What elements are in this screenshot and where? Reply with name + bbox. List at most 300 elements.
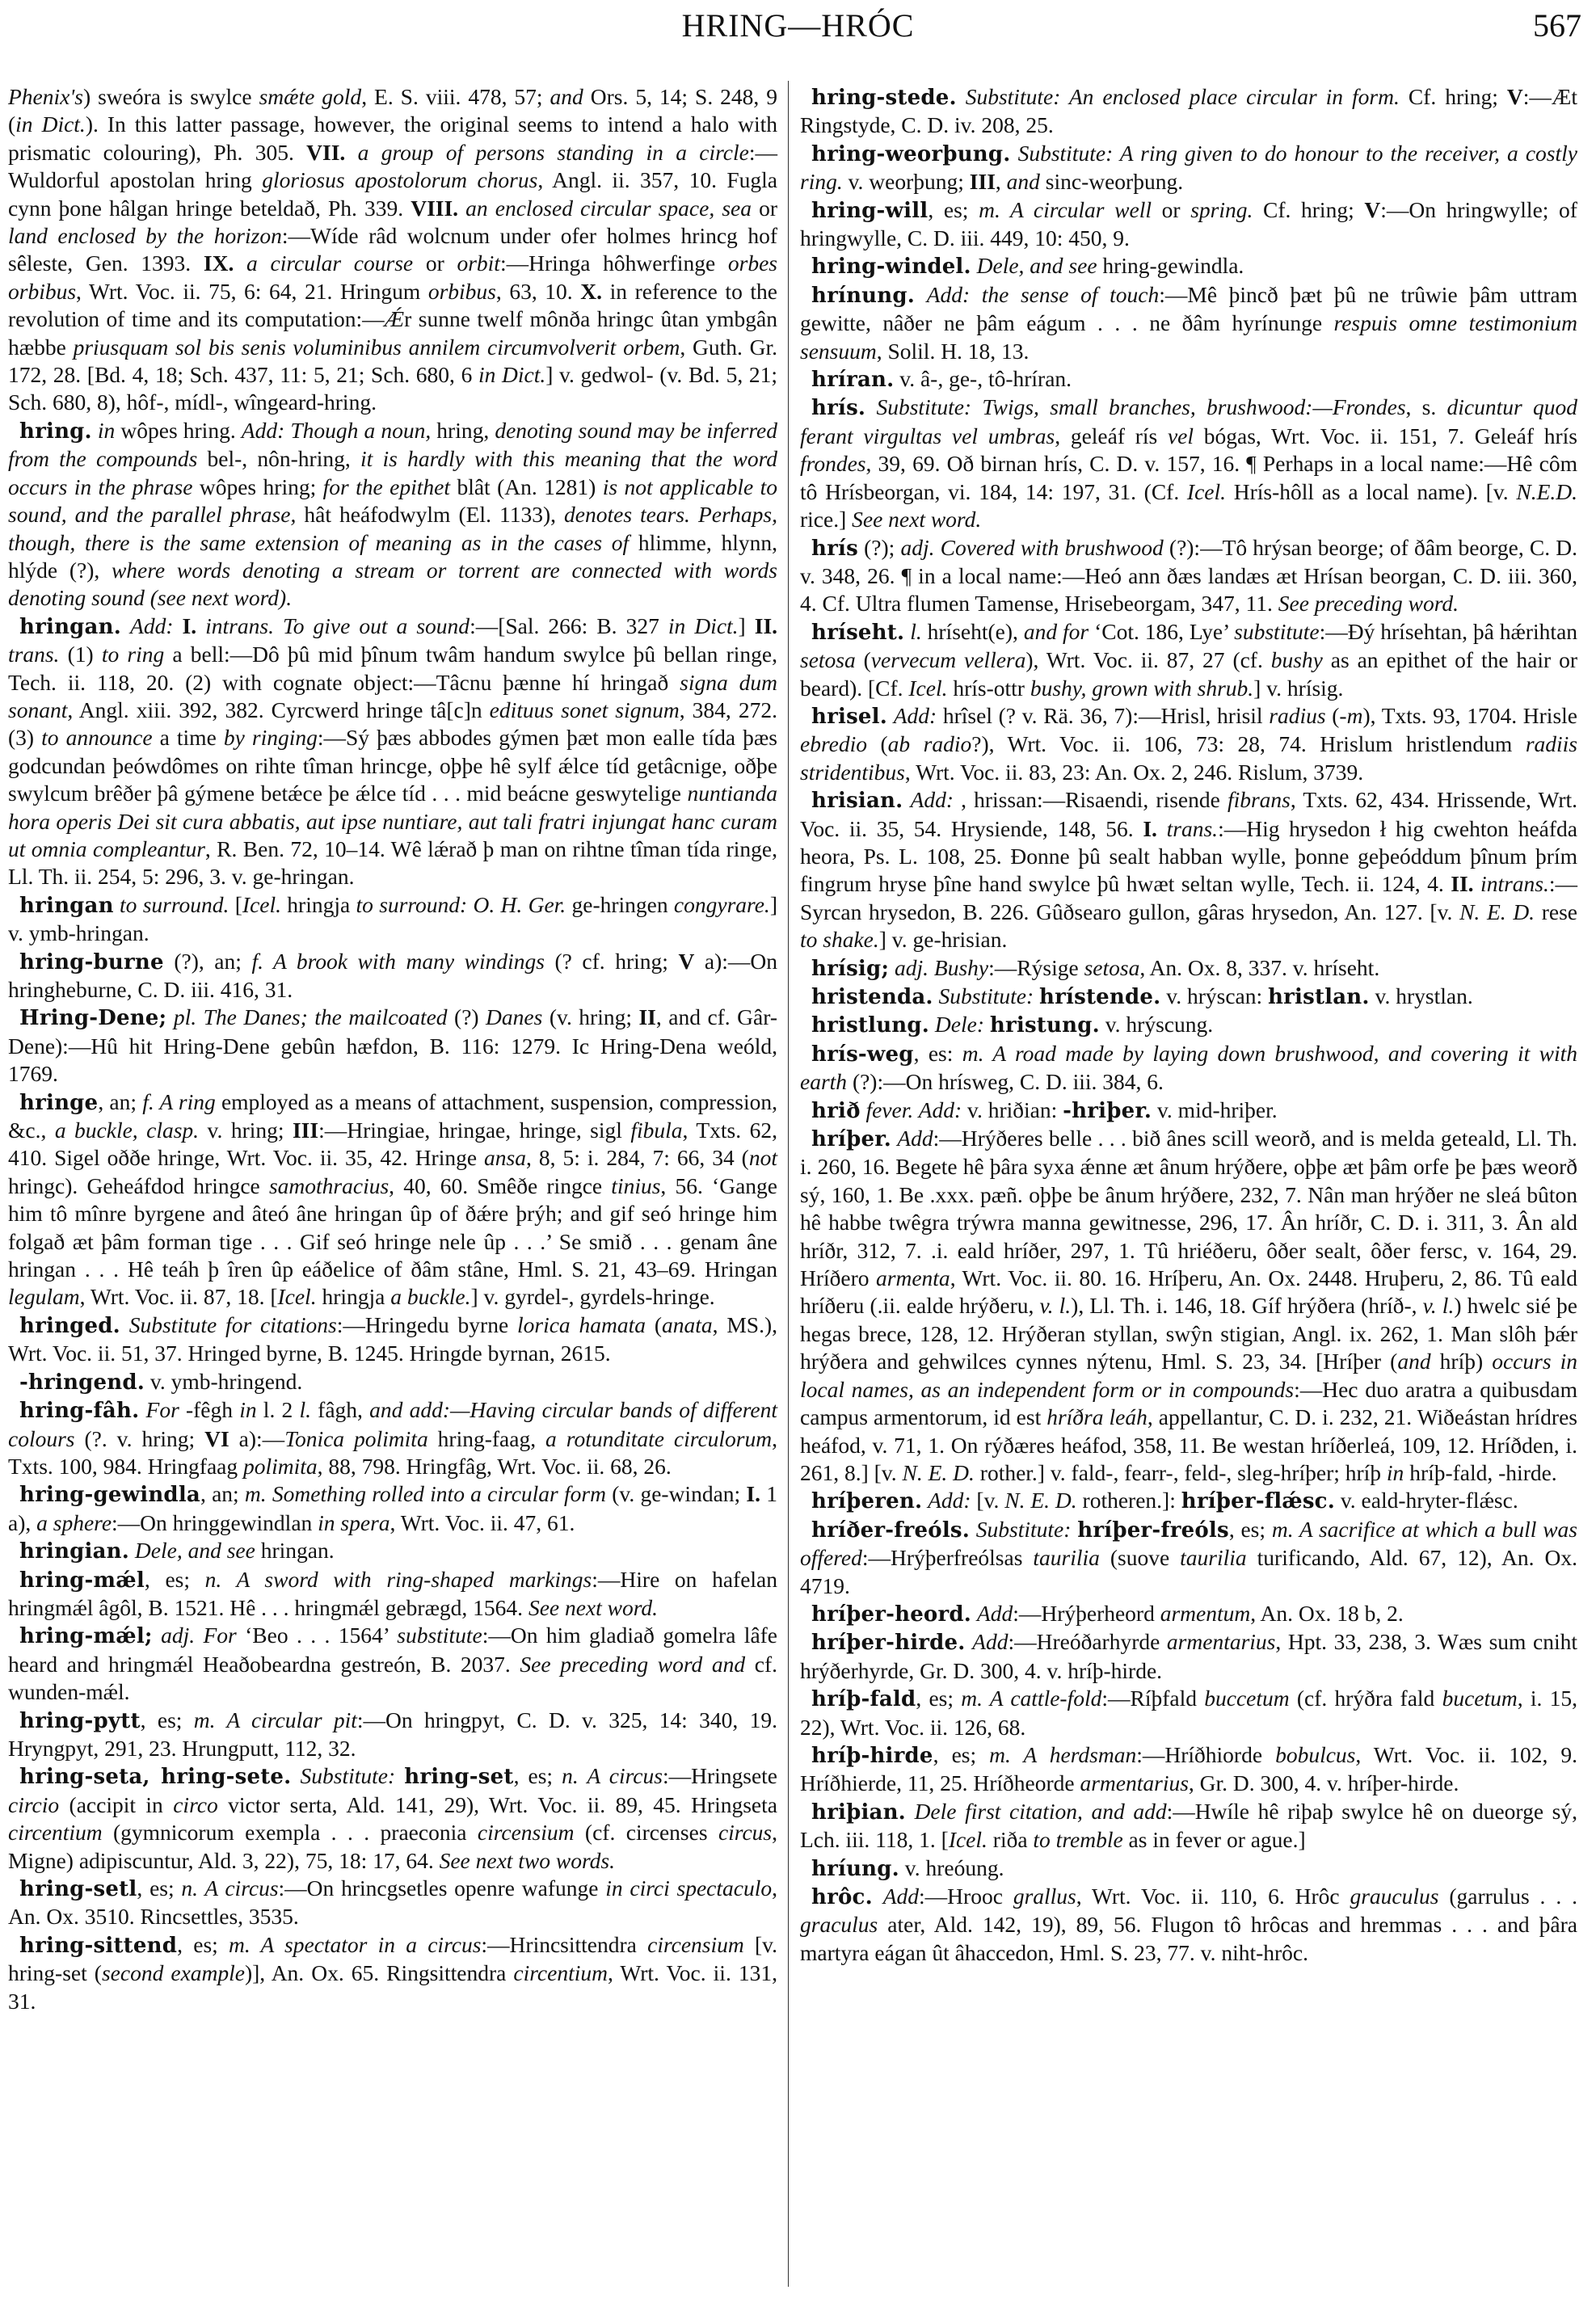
italic-text: signa dum sonant — [8, 669, 778, 722]
body-text — [114, 892, 120, 917]
body-text — [873, 1884, 883, 1909]
body-text: (accipit in — [59, 1791, 174, 1817]
dictionary-entry — [800, 983, 1577, 1011]
body-text: , es; — [1228, 1516, 1272, 1542]
italic-text: bobulcus — [1275, 1741, 1356, 1767]
italic-text: Icel. — [277, 1284, 317, 1310]
italic-text: N.E.D. — [1516, 478, 1577, 504]
dictionary-entry — [800, 394, 1577, 533]
roman-numeral: I. — [746, 1481, 760, 1507]
body-text — [984, 1012, 990, 1037]
body-text: , appellantur, C. D. i. 232, 21. Wiðeástan hrídres heáfod, v. 71, 1. On rýðæres heáfod, 358, 11. Be westan hríðerleá, 109, 12. Hríðden, i. 261, 8.] [v. — [800, 1404, 1577, 1485]
body-text: cf. wunden-mǽl. — [8, 1651, 777, 1705]
roman-numeral: I. — [1143, 815, 1157, 841]
italic-text: circensium — [647, 1931, 744, 1957]
body-text: , geleáf rís — [1055, 423, 1168, 448]
body-text — [915, 282, 927, 307]
body-text: , An. Ox. 3510. Rincsettles, 3535. — [8, 1875, 777, 1930]
dictionary-entry — [8, 1004, 777, 1088]
italic-text: a rotunditate circulorum — [545, 1425, 773, 1451]
italic-text: a buckle, clasp. — [54, 1118, 200, 1143]
left-column — [8, 83, 777, 2015]
italic-text: taurilia — [1180, 1545, 1247, 1571]
body-text: (?), an; — [163, 948, 252, 974]
body-text: wôpes hring. — [115, 417, 242, 443]
body-text: :—Syrcan hrysedon, B. 226. Gûðsearo gullon, gâras hrysedon, An. 127. [v. — [800, 871, 1578, 924]
dictionary-entry — [800, 1125, 1577, 1487]
italic-text: Substitute: — [938, 983, 1034, 1008]
body-text: , Wrt. Voc. ii. 75, 6: 64, 21. Hringum — [76, 278, 428, 304]
italic-text: Substitute for citations — [128, 1311, 337, 1337]
body-text: ( — [866, 731, 888, 757]
italic-text: it is hardly with this meaning that the word occurs in the phrase — [8, 446, 777, 499]
body-text: :—Hec duo aratra a quibusdam campus armentorum, id est — [800, 1376, 1577, 1430]
body-text: , es; — [513, 1763, 562, 1789]
body-text — [861, 1097, 866, 1122]
body-text: or — [413, 250, 457, 276]
body-text: , es; — [933, 1741, 990, 1767]
italic-text: v. l. — [1422, 1293, 1455, 1319]
body-text: blât (An. 1281) — [450, 474, 603, 499]
dictionary-entry — [800, 83, 1577, 140]
italic-text: Icel. — [948, 1827, 987, 1853]
italic-text: n. A circus — [562, 1763, 663, 1789]
italic-text: armentum — [1160, 1600, 1251, 1626]
headword: hrístende. — [1039, 985, 1161, 1009]
italic-text: an enclosed circular space, sea — [458, 195, 752, 221]
dictionary-entry — [800, 365, 1577, 394]
running-title: HRING—HRÓC — [681, 7, 915, 44]
body-text: , es; — [916, 1686, 962, 1711]
body-text: , Wrt. Voc. ii. 110, 6. Hrôc — [1076, 1884, 1350, 1909]
body-text: :—On him gladiað gomelra lâfe heard and hringmǽl Heaðobeardna gestreón, B. 2037. — [8, 1623, 778, 1677]
body-text: (v. hring; — [542, 1004, 639, 1030]
body-text: , Wrt. Voc. ii. 102, 9. Hríðhierde, 11, 25. Hríðheorde — [800, 1741, 1577, 1796]
body-text: [v. — [971, 1488, 1005, 1513]
body-text: Cf. hring; — [1399, 84, 1507, 109]
italic-text: for the epithet — [322, 474, 451, 499]
body-text: hringc). Geheáfdod hringce — [8, 1172, 269, 1198]
italic-text: l. — [910, 618, 922, 644]
italic-text: in circi spectaculo — [605, 1875, 773, 1901]
body-text: [ — [229, 891, 242, 917]
italic-text: n. A sword with ring-shaped markings — [204, 1566, 592, 1592]
body-text: ) hwelc sié þe hegas brece, 128, 12. Hrýðeran styllan, swŷn stigian, Angl. ix. 262, 1. Man slôh þǽr hrýðera and gehwilces cynnes nýtenu, Hml. S. 23, 34. [Hríþer ( — [800, 1293, 1578, 1374]
body-text: v. ymb-hringend. — [145, 1368, 303, 1394]
body-text: v. hrýscan: — [1160, 983, 1269, 1008]
italic-text: N. E. D. — [1459, 899, 1535, 924]
italic-text: See next word. — [852, 507, 982, 532]
body-text — [129, 1538, 135, 1563]
body-text: , 384, 272. (3) — [8, 697, 777, 751]
italic-text: adj. For — [161, 1623, 237, 1648]
body-text — [970, 1517, 976, 1542]
body-text: rice.] — [800, 507, 853, 532]
body-text: hríþ) — [1430, 1349, 1493, 1374]
body-text: :—Ríþfald — [1101, 1686, 1205, 1711]
body-text — [291, 1763, 300, 1788]
italic-text: dicuntur quod ferant virgultas vel umbras — [800, 394, 1578, 448]
italic-text: See preceding word. — [1278, 591, 1459, 617]
body-text: bógas, Wrt. Voc. ii. 151, 7. Geleáf hrís — [1194, 423, 1577, 448]
body-text: ge-hringen — [566, 891, 674, 917]
body-text: hríseht(e), — [921, 618, 1024, 644]
body-text: v. weorþung; — [842, 169, 970, 195]
body-text: ] v. gedwol- (v. Bd. 5, 21; Sch. 680, 8), hôf-, mídl-, wîngeard-hring. — [8, 362, 777, 415]
page-header — [0, 0, 1596, 65]
body-text — [173, 613, 182, 638]
headword: hríseht. — [811, 620, 905, 645]
italic-text: circio — [8, 1791, 60, 1817]
roman-numeral: IX. — [203, 250, 234, 276]
body-text: , Wrt. Voc. ii. 80. 16. Hríþeru, An. Ox. 2448. Hruþeru, 2, 86. Tû eald hríðeru (.ii. ealde hrýðeru, — [800, 1265, 1577, 1319]
body-text: :—Hig hrysedon ł hig cwehton heáfda heora, Ps. L. 108, 25. Ðonne þû sealt habban wylle, þonne geþeóddum þînum þrím fingrum hryse þîne hand swylce þû hwæt seltan wylle, Tech. ii. 124, 4. — [800, 815, 1577, 897]
body-text: a):— — [229, 1425, 285, 1451]
dictionary-entry — [800, 1516, 1577, 1600]
body-text — [887, 703, 894, 728]
headword: hring-pytt — [19, 1708, 141, 1733]
headword: hringed. — [19, 1313, 120, 1338]
italic-text: hríðra leáh — [1046, 1404, 1148, 1430]
body-text: , i. 15, 22), Wrt. Voc. ii. 126, 68. — [800, 1686, 1578, 1740]
body-text: a time — [152, 725, 224, 751]
body-text: v. hrystlan. — [1369, 983, 1473, 1008]
italic-text: Ǽ — [384, 306, 405, 332]
body-text — [139, 1397, 145, 1422]
italic-text: circentium — [8, 1820, 103, 1846]
dictionary-entry — [800, 196, 1577, 253]
body-text: , Wrt. Voc. ii. 131, 31. — [8, 1960, 777, 2014]
italic-text: Substitute: Twigs, small branches, brushwood:—Frondes — [876, 394, 1406, 420]
italic-text: m. Something rolled into a circular form — [244, 1481, 606, 1507]
body-text: (- — [1325, 702, 1347, 728]
body-text: , es; — [144, 1566, 205, 1592]
dictionary-entry — [8, 83, 777, 417]
italic-text: in — [1386, 1459, 1404, 1485]
italic-text: edituus sonet signum — [489, 697, 680, 722]
body-text: :—Ðý hrísehtan, þâ hǽrihtan — [1319, 618, 1578, 644]
italic-text: m. A spectator in a circus — [229, 1931, 482, 1957]
body-text: , Angl. ii. 357, 10. Fugla cynn þone hâlgan hringe beteldað, Ph. 339. — [8, 167, 778, 221]
italic-text: Icel. — [1186, 478, 1226, 504]
italic-text: N. E. D. — [1004, 1488, 1077, 1513]
body-text: (garrulus . . . — [1438, 1884, 1577, 1909]
body-text: :—On hringpyt, C. D. v. 325, 14: 340, 19. Hryngpyt, 291, 23. Hrungputt, 112, 32. — [8, 1707, 777, 1761]
body-text: ater, Ald. 142, 19), 89, 56. Flugon tô hrôcas and hremmas . . . and þâra martyra eágan ût âhaccedon, Hml. S. 23, 77. v. niht-hrôc. — [800, 1912, 1577, 1965]
italic-text: second example — [101, 1960, 245, 1986]
body-text: as in fever or ague.] — [1122, 1827, 1306, 1853]
headword: hrið — [811, 1098, 861, 1123]
italic-text: circus — [718, 1820, 773, 1846]
body-text — [120, 1312, 129, 1337]
body-text: , Txts. 62, 410. Sigel oððe hringe, Wrt. Voc. ii. 35, 42. Hringe — [8, 1118, 777, 1171]
body-text: , s. — [1405, 394, 1447, 420]
dictionary-entry — [800, 1600, 1577, 1628]
body-text: , Migne) adipiscuntur, Ald. 3, 22), 75, 18: 17, 64. — [8, 1820, 778, 1873]
italic-text: in Dict. — [15, 112, 86, 137]
headword: hríþ-fald — [811, 1687, 916, 1712]
dictionary-entry — [800, 140, 1577, 196]
dictionary-entry — [800, 1040, 1577, 1097]
body-text: as an epithet of the hair or beard). [Cf. — [800, 647, 1577, 701]
italic-text: v. l. — [1039, 1293, 1072, 1319]
italic-text: a circular course — [234, 250, 414, 276]
italic-text: vervecum vellera — [870, 647, 1026, 673]
italic-text: to tremble — [1033, 1827, 1123, 1853]
body-text: (?):—Tô hrýsan beorge; of ðâm beorge, C. D. v. 348, 26. ¶ in a local name:—Heó ann ðæs landæs æt Hrísan beorgan, C. D. iii. 360, 4. Cf. Ultra flumen Tamense, Hrisebeorgam, 347, 11. — [800, 534, 1577, 617]
body-text: in reference to the revolution of time and its computation:— — [8, 278, 778, 332]
body-text: )], An. Ox. 65. Ringsittendra — [244, 1960, 514, 1986]
body-text: a bell:—Dô þû mid þînum twâm handum swylce þû bellan ringe, Tech. ii. 118, 20. (2) with cognate object:—Tâcnu þænne hí hringað — [8, 642, 777, 695]
headword: hring-sittend — [19, 1933, 178, 1958]
body-text: ( — [646, 1311, 662, 1337]
italic-text: to surround: O. H. Ger. — [356, 891, 566, 917]
italic-text: adj. Covered with brushwood — [900, 534, 1164, 560]
body-text: rotheren.]: — [1076, 1488, 1181, 1513]
body-text: , an; — [98, 1088, 143, 1114]
body-text: ), Txts. 93, 1704. Hrisle — [1362, 702, 1577, 728]
italic-text: tinius — [611, 1172, 661, 1198]
italic-text: circo — [173, 1791, 218, 1817]
body-text: v. eald-hryter-flǽsc. — [1334, 1488, 1518, 1513]
italic-text: and add:—Having circular bands of different colours — [8, 1397, 777, 1451]
italic-text: Substitute: An enclosed place circular in form. — [965, 84, 1400, 109]
dictionary-entry — [800, 1011, 1577, 1039]
italic-text: to shake. — [800, 927, 879, 953]
headword: hrís-weg — [811, 1042, 914, 1067]
italic-text: a sphere — [36, 1509, 112, 1535]
italic-text: Substitute: — [300, 1763, 396, 1789]
italic-text: radiis stridentibus — [800, 731, 1577, 785]
italic-text: respuis omne testimonium sensuum — [800, 310, 1578, 364]
body-text: or — [751, 195, 777, 221]
body-text: v. hrýscung. — [1099, 1012, 1214, 1038]
body-text: , hrissan:—Risaendi, risende — [954, 787, 1228, 813]
headword: hristlung. — [811, 1013, 930, 1038]
dictionary-entry — [800, 786, 1577, 953]
roman-numeral: III — [969, 169, 996, 195]
body-text: , E. S. viii. 478, 57; — [361, 84, 550, 109]
italic-text: radius — [1269, 702, 1326, 728]
italic-text: trans. — [8, 642, 60, 667]
body-text: (suove — [1099, 1545, 1181, 1571]
body-text: , es; — [177, 1931, 230, 1957]
italic-text: Add: Though a noun, — [241, 417, 432, 443]
body-text: hrís-ottr — [947, 675, 1030, 701]
body-text: or — [1151, 196, 1191, 222]
italic-text: N. E. D. — [902, 1459, 975, 1485]
italic-text: m. A cattle-fold — [961, 1686, 1102, 1711]
body-text — [395, 1763, 404, 1788]
headword: hristung. — [989, 1013, 1100, 1038]
body-text: (1) — [59, 642, 102, 667]
dictionary-entry — [8, 1875, 777, 1931]
roman-numeral: I. — [182, 612, 197, 638]
italic-text: grauculus — [1350, 1884, 1439, 1909]
italic-text: orbibus — [427, 278, 496, 304]
headword: hring-mǽl; — [19, 1624, 153, 1649]
italic-text: Substitute: A ring given to do honour to the receiver, a costly ring. — [800, 140, 1577, 195]
italic-text: a buckle. — [390, 1284, 471, 1310]
body-text — [971, 253, 977, 278]
body-text: , Txts. 62, 434. Hrissende, Wrt. Voc. ii. 35, 54. Hrysiende, 148, 56. — [800, 787, 1577, 841]
body-text: ‘Cot. 186, Lye’ — [1089, 618, 1235, 644]
italic-text: denoting sound may be inferred from the compounds — [8, 417, 777, 472]
body-text: hring-faag, — [427, 1425, 546, 1451]
italic-text: anata — [661, 1311, 713, 1337]
headword: hrisian. — [811, 789, 903, 814]
italic-text: m — [1346, 702, 1363, 728]
headword: hrôc. — [811, 1885, 873, 1909]
italic-text: Dele, and see — [134, 1538, 255, 1564]
body-text: :—Hringedu byrne — [336, 1311, 517, 1337]
body-text — [903, 787, 910, 812]
body-text: :—Hringsete — [662, 1763, 777, 1789]
dictionary-entry — [8, 1368, 777, 1396]
body-text: ‘Beo . . . 1564’ — [236, 1623, 398, 1648]
dictionary-entry — [8, 1311, 777, 1368]
italic-text: taurilia — [1033, 1545, 1100, 1571]
body-text: v. mid-hriþer. — [1152, 1097, 1278, 1122]
headword: hríðer-freóls. — [811, 1518, 970, 1543]
italic-text: circentium — [513, 1960, 608, 1986]
body-text: , Solil. H. 18, 13. — [876, 338, 1030, 364]
body-text: :—Hringiae, hringae, hringe, sigl — [318, 1118, 631, 1143]
dictionary-entry — [800, 1628, 1577, 1685]
italic-text: armentarius — [1166, 1629, 1276, 1655]
headword: hringian. — [19, 1539, 130, 1564]
body-text — [153, 1623, 161, 1648]
body-text: hringja — [316, 1284, 391, 1310]
headword: hring-windel. — [811, 255, 971, 280]
dictionary-entry — [800, 534, 1577, 618]
body-text: victor serta, Ald. 141, 29), Wrt. Voc. ii. 89, 45. Hringseta — [217, 1791, 777, 1817]
body-text: , 39, 69. Oð birnan hrís, C. D. v. 157, 16. ¶ Perhaps in a local name:—Hê côm tô Hrísbeorgan, vi. 184, 14: 197, 31. (Cf. — [800, 451, 1577, 504]
body-text: , Gr. D. 300, 4. v. hríþer-hirde. — [1188, 1770, 1459, 1796]
headword: -hriþer. — [1063, 1098, 1152, 1123]
italic-text: Substitute: — [975, 1516, 1072, 1542]
italic-text: and — [1397, 1349, 1431, 1374]
roman-numeral: VI — [204, 1425, 230, 1451]
body-text: :—Hreóðarhyrde — [1008, 1629, 1167, 1655]
italic-text: setosa — [1084, 954, 1140, 980]
italic-text: Icel. — [908, 675, 948, 701]
body-text: :—Hrýþerheord — [1013, 1600, 1160, 1626]
italic-text: Add — [882, 1884, 920, 1909]
italic-text: smǽte gold — [259, 84, 362, 109]
body-text: hringan. — [255, 1538, 335, 1564]
italic-text: bushy — [1270, 647, 1323, 673]
roman-numeral: II. — [1451, 871, 1474, 897]
body-text: , 88, 798. Hringfâg, Wrt. Voc. ii. 68, 26. — [317, 1453, 672, 1479]
body-text: r sunne twelf mônða hringc ûtan ymbgân hæbbe — [8, 306, 777, 360]
body-text: ), Ll. Th. i. 146, 18. Gíf hrýðera (hríð-, — [1071, 1293, 1423, 1319]
body-text: :—On hrincgsetles openre wafunge — [278, 1875, 606, 1901]
body-text: riða — [987, 1827, 1034, 1853]
body-text: :—Mê þincð þæt þû ne trûwie þâm uttram gewitte, nâðer ne þâm eágum . . . ne ðâm hyrínunge — [800, 281, 1578, 336]
body-text: (?):—On hrísweg, C. D. iii. 384, 6. — [847, 1069, 1164, 1095]
body-text: hrîsel (? v. Rä. 36, 7):—Hrisl, hrisil — [937, 702, 1270, 728]
italic-text: See preceding word and — [520, 1651, 746, 1677]
body-text: :—Hringa hôhwerfinge — [499, 250, 728, 276]
headword: hring-mǽl — [19, 1568, 145, 1593]
italic-text: adj. Bushy — [895, 954, 989, 980]
italic-text: land enclosed by the horizon — [8, 223, 282, 249]
dictionary-entry — [8, 1707, 777, 1763]
body-text — [1011, 141, 1018, 166]
body-text: v. hriðian: — [962, 1097, 1063, 1122]
body-text: ] v. hrísig. — [1253, 675, 1344, 701]
body-text: rese — [1535, 899, 1578, 924]
italic-text: m. A sacrifice at which a bull was offered — [800, 1516, 1578, 1571]
italic-text: and — [550, 84, 583, 109]
headword: hringe — [19, 1090, 99, 1115]
headword: hrís — [811, 536, 858, 561]
headword: hríþeren. — [811, 1489, 923, 1514]
body-text: , Angl. xiii. 392, 382. Cyrcwerd hringe tâ[c]n — [67, 697, 490, 722]
italic-text: Dele: — [934, 1012, 984, 1038]
body-text: rother.] v. fald-, fearr-, feld-, sleg-hríþer; hríþ — [974, 1459, 1387, 1485]
italic-text: m. A circular pit — [193, 1707, 357, 1732]
italic-text: Add: — [928, 1488, 971, 1513]
dictionary-entry — [8, 1088, 777, 1311]
body-text: sinc-weorþung. — [1039, 169, 1184, 195]
body-text: , Wrt. Voc. ii. 83, 23: An. Ox. 2, 246. Rislum, 3739. — [904, 759, 1364, 785]
body-text — [865, 394, 876, 419]
italic-text: in Dict. — [667, 612, 739, 638]
body-text: :—Sý þæs abbodes gýmen þæt mon ealle tída þæs godcundan þeówdômes on rihte tîman hrincge, oþþe hê sylf ǽlce tíd getâcnige, oðþe swylcum brêðer þâ gýmene betǽce þe ǽlce tíd . . . mid beácne geswytelige — [8, 725, 777, 806]
italic-text: fibrans — [1227, 787, 1291, 813]
body-text: 1 a), — [8, 1481, 777, 1535]
italic-text: nuntianda hora operis Dei sit cura abbatis, aut ipse nuntiare, aut tali fratri injungat hanc curam ut omnia compleantur — [8, 781, 777, 861]
headword: hríþ-hirde — [811, 1743, 933, 1768]
body-text: wôpes hring; — [192, 474, 323, 499]
body-text: :—Hrincsittendra — [481, 1931, 648, 1957]
italic-text: n. A circus — [181, 1875, 279, 1901]
italic-text: bucetum — [1442, 1686, 1518, 1711]
body-text: :—Hire on hafelan hringmǽl âgôl, B. 1521. Hê . . . hringmǽl gebrægd, 1564. — [8, 1566, 778, 1620]
italic-text: to announce — [41, 725, 153, 751]
dictionary-entry — [8, 1537, 777, 1565]
italic-text: m. A circular well — [979, 196, 1152, 222]
italic-text: substitute — [397, 1623, 482, 1648]
headword: hríþer-freóls — [1077, 1518, 1229, 1543]
body-text: :—Wíde râd wolcnum under ofer holmes hrincg hof sêleste, Gen. 1393. — [8, 223, 778, 276]
body-text: , — [995, 169, 1007, 195]
italic-text: Dele first citation, and add — [914, 1798, 1167, 1824]
headword: hrínung. — [811, 283, 916, 308]
body-text — [933, 983, 939, 1008]
body-text: , an; — [200, 1481, 245, 1507]
body-text — [121, 613, 130, 638]
italic-text: Icel. — [242, 891, 281, 917]
dictionary-entry — [8, 948, 777, 1004]
body-text: (v. ge-windan; — [605, 1481, 747, 1507]
dictionary-entry — [8, 612, 777, 891]
italic-text: Phenix's — [8, 84, 83, 109]
body-text: :—Hrýþerfreólsas — [861, 1545, 1034, 1571]
body-text: ] v. gyrdel-, gyrdels-hringe. — [470, 1284, 715, 1310]
dictionary-entry — [800, 1097, 1577, 1125]
italic-text: l. — [299, 1397, 311, 1423]
italic-text: pl. The Danes; the mailcoated — [173, 1004, 448, 1030]
italic-text: orbes orbibus — [8, 250, 777, 304]
headword: hringan. — [19, 614, 121, 639]
italic-text: m. A herdsman — [989, 1741, 1137, 1767]
italic-text: to surround. — [120, 891, 230, 917]
headword: hriþian. — [811, 1800, 906, 1825]
italic-text: trans. — [1156, 815, 1219, 841]
